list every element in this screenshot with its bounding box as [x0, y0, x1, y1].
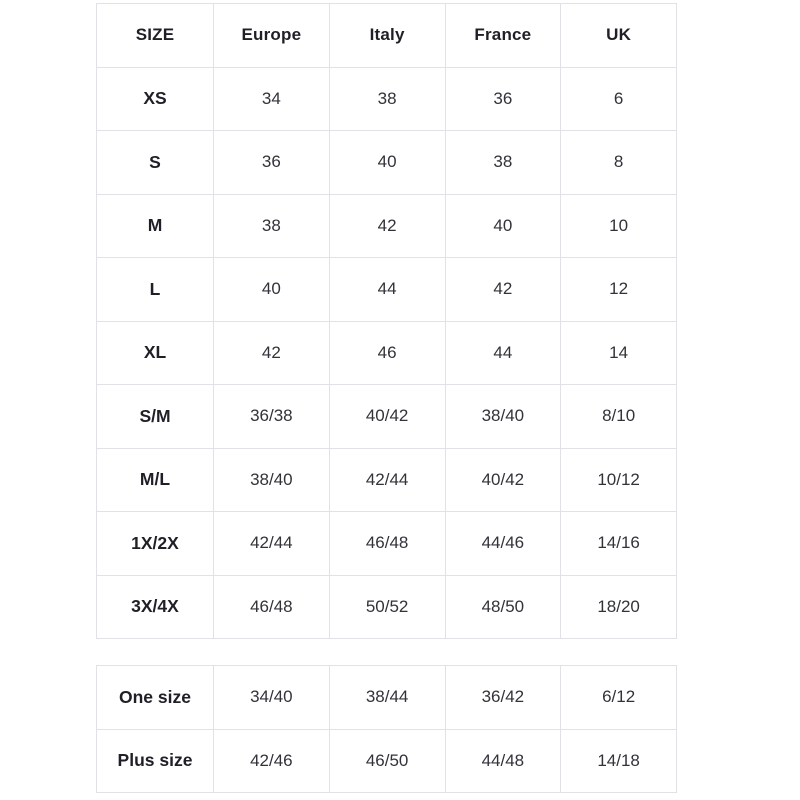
cell-europe: 36	[214, 131, 330, 195]
cell-uk: 14/18	[561, 729, 677, 793]
primary-size-table-wrapper	[96, 3, 676, 639]
cell-uk: 10/12	[561, 448, 677, 512]
cell-europe: 42	[214, 321, 330, 385]
cell-uk: 14/16	[561, 512, 677, 576]
table-row	[97, 258, 677, 322]
cell-france: 38	[445, 131, 561, 195]
row-label: S/M	[97, 385, 214, 449]
cell-italy: 40/42	[329, 385, 445, 449]
row-label: XS	[97, 67, 214, 131]
cell-france: 42	[445, 258, 561, 322]
cell-europe: 42/46	[214, 729, 330, 793]
secondary-table-body	[97, 666, 677, 793]
column-header-europe: Europe	[214, 4, 330, 68]
cell-europe: 46/48	[214, 575, 330, 639]
secondary-size-table-wrapper	[96, 665, 676, 793]
cell-france: 36	[445, 67, 561, 131]
cell-france: 48/50	[445, 575, 561, 639]
cell-italy: 46/48	[329, 512, 445, 576]
row-label: 1X/2X	[97, 512, 214, 576]
secondary-size-table	[96, 665, 677, 793]
cell-italy: 44	[329, 258, 445, 322]
cell-france: 44/46	[445, 512, 561, 576]
column-header-uk: UK	[561, 4, 677, 68]
table-row	[97, 448, 677, 512]
cell-france: 44/48	[445, 729, 561, 793]
cell-uk: 10	[561, 194, 677, 258]
row-label: S	[97, 131, 214, 195]
cell-europe: 38/40	[214, 448, 330, 512]
cell-europe: 36/38	[214, 385, 330, 449]
cell-uk: 12	[561, 258, 677, 322]
cell-italy: 50/52	[329, 575, 445, 639]
cell-uk: 6/12	[561, 666, 677, 730]
primary-table-body	[97, 67, 677, 639]
table-row	[97, 729, 677, 793]
primary-table-header	[97, 4, 677, 68]
cell-italy: 42	[329, 194, 445, 258]
row-label: M/L	[97, 448, 214, 512]
row-label: M	[97, 194, 214, 258]
table-header-row	[97, 4, 677, 68]
row-label: L	[97, 258, 214, 322]
cell-italy: 46	[329, 321, 445, 385]
cell-europe: 40	[214, 258, 330, 322]
row-label: Plus size	[97, 729, 214, 793]
table-row	[97, 67, 677, 131]
cell-france: 36/42	[445, 666, 561, 730]
row-label: 3X/4X	[97, 575, 214, 639]
table-row	[97, 131, 677, 195]
table-row	[97, 385, 677, 449]
cell-europe: 38	[214, 194, 330, 258]
cell-france: 38/40	[445, 385, 561, 449]
cell-italy: 38/44	[329, 666, 445, 730]
table-row	[97, 666, 677, 730]
cell-uk: 14	[561, 321, 677, 385]
column-header-italy: Italy	[329, 4, 445, 68]
row-label: XL	[97, 321, 214, 385]
cell-uk: 18/20	[561, 575, 677, 639]
table-row	[97, 194, 677, 258]
row-label: One size	[97, 666, 214, 730]
primary-size-table	[96, 3, 677, 639]
table-row	[97, 575, 677, 639]
column-header-france: France	[445, 4, 561, 68]
cell-italy: 46/50	[329, 729, 445, 793]
cell-uk: 6	[561, 67, 677, 131]
cell-europe: 34/40	[214, 666, 330, 730]
cell-italy: 40	[329, 131, 445, 195]
cell-france: 44	[445, 321, 561, 385]
cell-europe: 42/44	[214, 512, 330, 576]
cell-france: 40/42	[445, 448, 561, 512]
cell-france: 40	[445, 194, 561, 258]
cell-italy: 42/44	[329, 448, 445, 512]
table-row	[97, 321, 677, 385]
column-header-size: SIZE	[97, 4, 214, 68]
cell-uk: 8	[561, 131, 677, 195]
cell-uk: 8/10	[561, 385, 677, 449]
table-row	[97, 512, 677, 576]
cell-europe: 34	[214, 67, 330, 131]
cell-italy: 38	[329, 67, 445, 131]
